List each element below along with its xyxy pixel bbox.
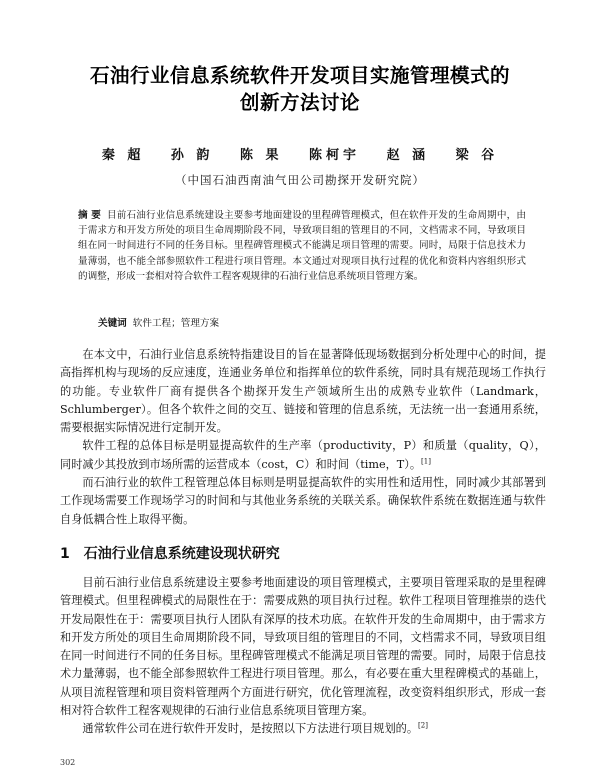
section-title: 石油行业信息系统建设现状研究 <box>83 546 280 562</box>
author: 陈柯宇 <box>309 148 361 163</box>
section-1-body <box>60 574 546 739</box>
title-line-1: 石油行业信息系统软件开发项目实施管理模式的 <box>89 64 510 87</box>
author: 秦 超 <box>101 148 145 163</box>
author: 梁 谷 <box>455 148 499 163</box>
section-heading <box>60 543 546 563</box>
introduction <box>60 346 546 529</box>
author-list <box>60 144 540 163</box>
author: 陈 果 <box>239 148 283 163</box>
citation-ref: [2] <box>418 721 428 730</box>
paragraph-text: 在本文中，石油行业信息系统特指建设目的旨在显著降低现场数据到分析处理中心的时间，提高指挥机构与现场的反应速度，连通业务单位和指挥单位的软件系统，同时具有规范现场工作执行的功能。专业软件厂商有提供各个勘探开发生产领域所生出的成熟专业软件（Landmark，Schlumberger）。但各个软件之间的交互、链接和管理的信息系统，无法统一出一套通用系统，需要根据实际情况进行定制开发。 <box>60 348 546 435</box>
citation-ref: [1] <box>421 457 431 466</box>
abstract <box>78 208 526 284</box>
paragraph-text: 通常软件公司在进行软件开发时，是按照以下方法进行项目规划的。 <box>82 722 419 736</box>
paragraph-text: 而石油行业的软件工程管理总体目标则是明显提高软件的实用性和适用性，同时减少其部署到工作现场需要工作现场学习的时间和与其他业务系统的关联关系。确保软件系统在数据连通与软件自身低耦合性上取得平衡。 <box>60 476 546 526</box>
paragraph <box>60 346 546 437</box>
paragraph <box>60 720 546 738</box>
abstract-text: 目前石油行业信息系统建设主要参考地面建设的里程碑管理模式，但在软件开发的生命周期中，由于需求方和开发方所处的项目生命周期阶段不同，导致项目组的管理目的不同，文档需求不同，导致项目组在同一时间进行不同的任务目标。里程碑管理模式不能满足项目管理的需要。同时，局限于信息技术力量薄弱，也不能全部参照软件工程进行项目管理。本文通过对现项目执行过程的优化和资料内容组织形式的调整，形成一套相对符合软件工程客观规律的石油行业信息系统项目管理方案。 <box>78 210 527 282</box>
paper-title <box>40 62 560 116</box>
title-line-2: 创新方法讨论 <box>239 91 360 114</box>
paragraph <box>60 574 546 720</box>
page-number: 302 <box>60 758 76 767</box>
paragraph-text: 目前石油行业信息系统建设主要参考地面建设的项目管理模式，主要项目管理采取的是里程碑管理模式。但里程碑模式的局限性在于：需要成熟的项目执行过程。软件工程项目管理推崇的迭代开发局限性在于：需要项目执行人团队有深厚的技术功底。在软件开发的生命周期中，由于需求方和开发方所处的项目生命周期阶段不同，导致项目组的管理目的不同，文档需求不同，导致项目组在同一时间进行不同的任务目标。里程碑管理模式不能满足项目管理的需要。同时，局限于信息技术力量薄弱，也不能全部参照软件工程进行项目管理。那么，有必要在重大里程碑模式的基础上，从项目流程管理和项目资料管理两个方面进行研究，优化管理流程，改变资料组织形式，形成一套相对符合软件工程客观规律的石油行业信息系统项目管理方案。 <box>60 576 546 718</box>
paragraph <box>60 437 546 474</box>
author: 孙 韵 <box>170 148 214 163</box>
keywords <box>98 317 518 331</box>
affiliation: （中国石油西南油气田公司勘探开发研究院） <box>175 173 425 187</box>
abstract-label: 摘 要 <box>78 210 101 221</box>
paragraph-text: 软件工程的总体目标是明显提高软件的生产率（productivity，P）和质量（quality，Q），同时减少其投放到市场所需的运营成本（cost，C）和时间（time，T）。 <box>60 439 546 471</box>
author: 赵 涵 <box>386 148 430 163</box>
keywords-label: 关键词 <box>98 318 127 329</box>
keywords-text: 软件工程；管理方案 <box>132 318 220 329</box>
section-number: 1 <box>60 546 70 562</box>
paragraph <box>60 474 546 529</box>
